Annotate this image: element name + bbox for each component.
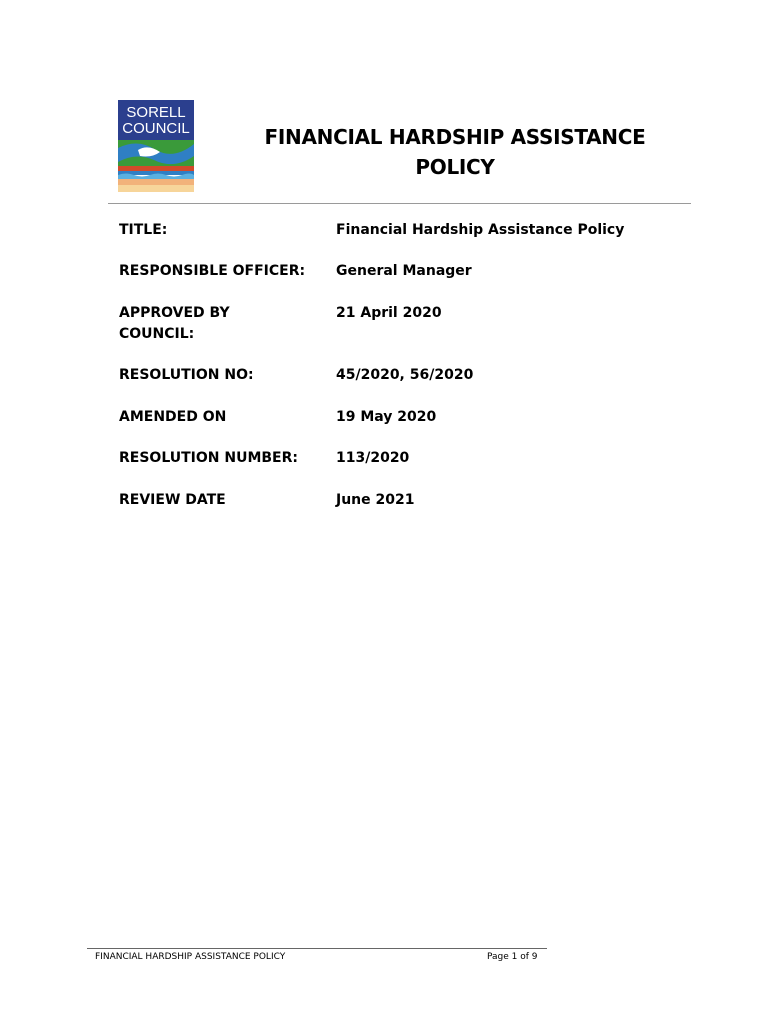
meta-label-line2: COUNCIL:	[119, 326, 195, 342]
header-divider	[108, 203, 691, 204]
logo-graphic	[118, 100, 194, 192]
meta-value: June 2021	[336, 492, 415, 508]
meta-label: RESOLUTION NO:	[119, 367, 254, 383]
meta-value: 113/2020	[336, 450, 410, 466]
meta-label: RESPONSIBLE OFFICER:	[119, 263, 306, 279]
document-title-line2: POLICY	[415, 155, 495, 179]
meta-label: AMENDED ON	[119, 409, 227, 425]
meta-value: General Manager	[336, 263, 472, 279]
logo-text-sorell: SORELL	[126, 104, 186, 121]
meta-value: 21 April 2020	[336, 305, 442, 321]
document-title	[255, 122, 655, 182]
meta-label	[119, 303, 319, 345]
logo-text-council: COUNCIL	[122, 120, 190, 137]
meta-label: TITLE:	[119, 222, 168, 238]
meta-label: RESOLUTION NUMBER:	[119, 450, 298, 466]
document-title-line1: FINANCIAL HARDSHIP ASSISTANCE	[264, 125, 646, 149]
meta-label-line1: APPROVED BY	[119, 305, 230, 321]
footer-page-number: Page 1 of 9	[487, 952, 538, 962]
footer-document-name: FINANCIAL HARDSHIP ASSISTANCE POLICY	[95, 952, 286, 962]
meta-value: Financial Hardship Assistance Policy	[336, 222, 625, 238]
meta-value: 45/2020, 56/2020	[336, 367, 474, 383]
meta-value: 19 May 2020	[336, 409, 437, 425]
meta-label: REVIEW DATE	[119, 492, 226, 508]
sorell-council-logo	[118, 100, 194, 192]
footer-divider	[87, 948, 547, 949]
